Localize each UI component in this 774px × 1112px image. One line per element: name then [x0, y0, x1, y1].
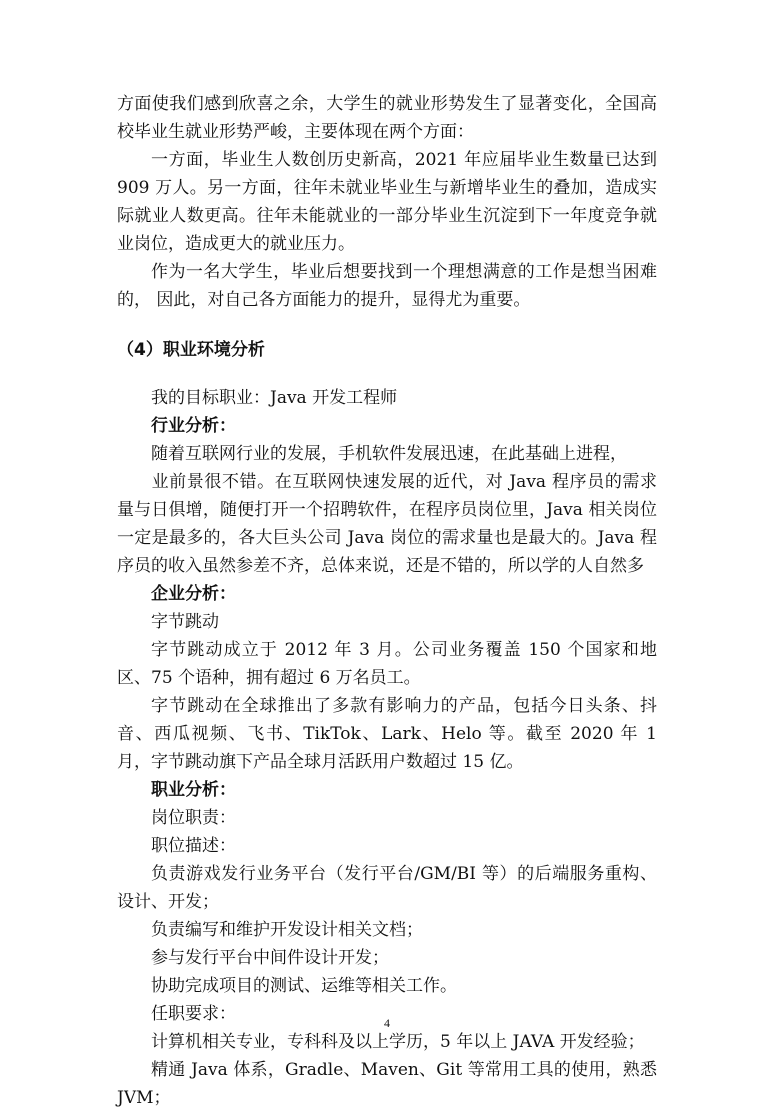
company-paragraph-2: 字节跳动在全球推出了多款有影响力的产品，包括今日头条、抖音、西瓜视频、飞书、TikTok、Lark、Helo 等。截至 2020 年 1 月，字节跳动旗下产品全球月活跃用户数超过 15 亿。 — [117, 696, 657, 772]
job-req-item: 精通 Java 体系，Gradle、Maven、Git 等常用工具的使用，熟悉 JVM； — [117, 1060, 657, 1108]
paragraph-continuation: 方面使我们感到欣喜之余，大学生的就业形势发生了显著变化，全国高校毕业生就业形势严峻，主要体现在两个方面： — [117, 94, 657, 142]
industry-text-line1: 随着互联网行业的发展，手机软件发展迅速，在此基础上进程， — [151, 444, 627, 464]
job-duty-item: 负责游戏发行业务平台（发行平台/GM/BI 等）的后端服务重构、设计、开发； — [117, 864, 657, 912]
page-number: 4 — [384, 1016, 390, 1030]
paragraph-student: 作为一名大学生，毕业后想要找到一个理想满意的工作是想当困难的， 因此，对自己各方面能力的提升，显得尤为重要。 — [117, 262, 657, 310]
company-title: 企业分析： — [151, 584, 236, 604]
job-duty-item: 参与发行平台中间件设计开发； — [151, 948, 389, 968]
company-paragraph-1: 字节跳动成立于 2012 年 3 月。公司业务覆盖 150 个国家和地区、75 个语种，拥有超过 6 万名员工。 — [117, 640, 657, 688]
job-duty-item: 负责编写和维护开发设计相关文档； — [151, 920, 423, 940]
section-heading: （4）职业环境分析 — [117, 340, 265, 360]
target-job: 我的目标职业：Java 开发工程师 — [151, 388, 398, 408]
industry-title: 行业分析： — [151, 416, 236, 436]
job-req-item: 计算机相关专业，专科科及以上学历，5 年以上 JAVA 开发经验； — [151, 1032, 645, 1052]
industry-text-rest: 业前景很不错。在互联网快速发展的近代，对 Java 程序员的需求量与日俱增，随便打开一个招聘软件，在程序员岗位里，Java 相关岗位一定是最多的，各大巨头公司 Java 岗位的需求量也是最大的。Java 程序员的收入虽然参差不齐，总体来说，还是不错的，所以学的人自然多 — [117, 472, 657, 576]
job-duty-label: 岗位职责： — [151, 808, 236, 828]
job-req-label: 任职要求： — [151, 1004, 236, 1024]
paragraph-graduates: 一方面，毕业生人数创历史新高，2021 年应届毕业生数量已达到 909 万人。另一方面，往年未就业毕业生与新增毕业生的叠加，造成实际就业人数更高。往年未能就业的一部分毕业生沉淀到下一年度竞争就业岗位，造成更大的就业压力。 — [117, 150, 657, 254]
page-content — [117, 90, 657, 1112]
job-desc-label: 职位描述： — [151, 836, 236, 856]
industry-text — [117, 468, 657, 580]
company-name: 字节跳动 — [151, 612, 219, 632]
job-title: 职业分析： — [151, 780, 236, 800]
job-duty-item: 协助完成项目的测试、运维等相关工作。 — [151, 976, 457, 996]
